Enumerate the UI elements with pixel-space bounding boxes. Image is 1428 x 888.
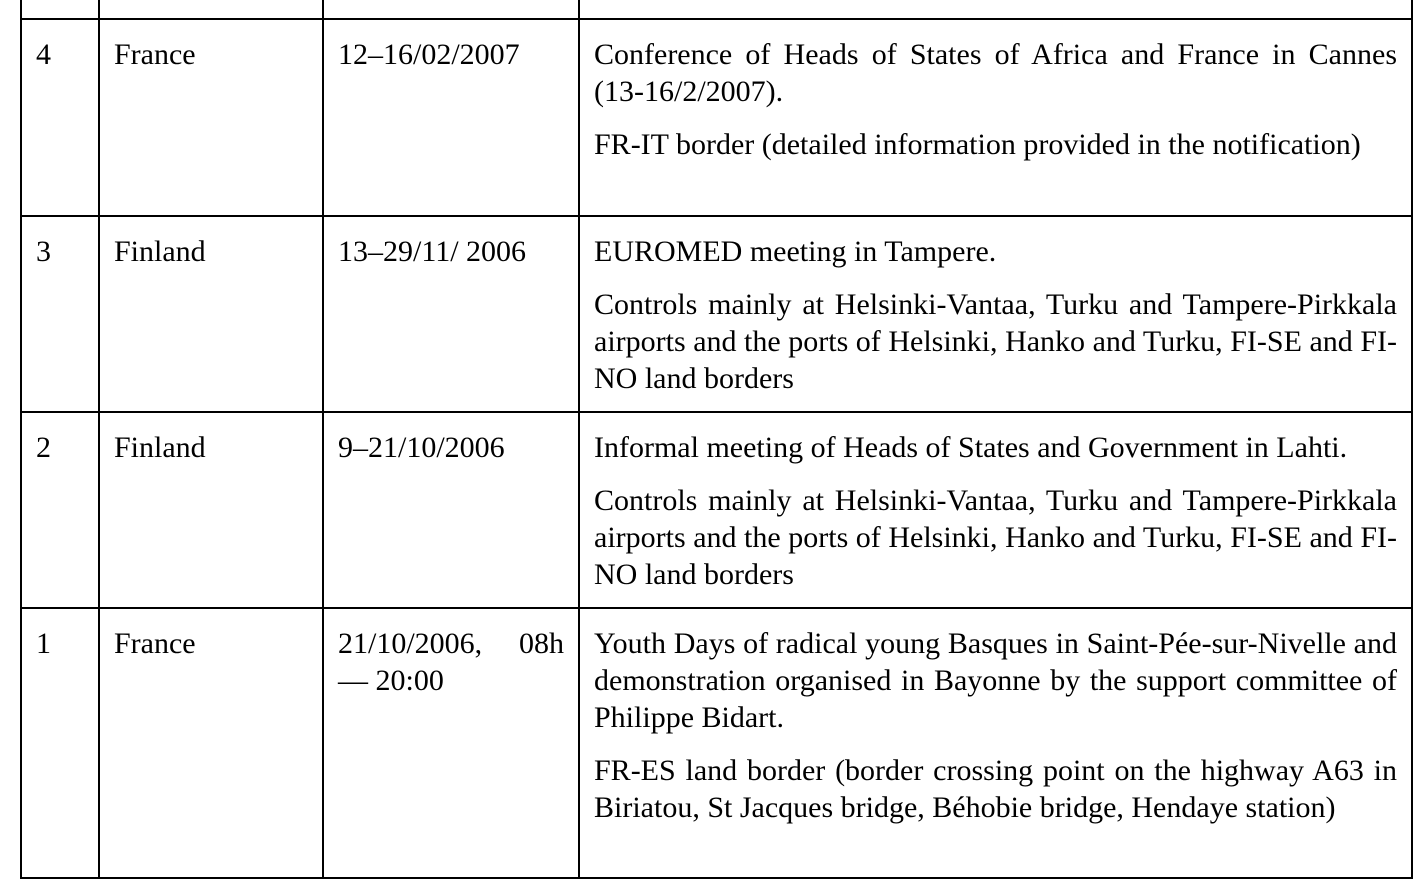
description-cell	[579, 608, 1412, 878]
event-description: Informal meeting of Heads of States and Government in Lahti.	[594, 431, 1348, 464]
row-number: 4	[36, 38, 51, 71]
country-cell	[99, 412, 323, 608]
table-row-continued	[21, 0, 1412, 19]
date-cell	[323, 19, 579, 216]
row-number: 2	[36, 431, 51, 464]
description-cell	[579, 412, 1412, 608]
event-description: EUROMED meeting in Tampere.	[594, 235, 997, 268]
stub-cell	[99, 0, 323, 19]
date-cell	[323, 216, 579, 412]
table-row	[21, 608, 1412, 878]
row-number-cell	[21, 412, 99, 608]
table-row	[21, 19, 1412, 216]
border-description: Controls mainly at Helsinki-Vantaa, Turku and Tampere-Pirkkala airports and the ports of Helsinki, Hanko and Turku, FI-SE and FI-NO land borders	[594, 288, 1397, 395]
description-cell	[579, 216, 1412, 412]
border-description: FR-ES land border (border crossing point on the highway A63 in Biriatou, St Jacques bridge, Béhobie bridge, Hendaye station)	[594, 754, 1397, 824]
date: 21/10/2006, 08h — 20:00	[338, 627, 564, 697]
country-cell	[99, 608, 323, 878]
event-description: Conference of Heads of States of Africa and France in Cannes (13-16/2/2007).	[594, 38, 1397, 108]
date: 13–29/11/ 2006	[338, 235, 527, 268]
table-row	[21, 412, 1412, 608]
row-number-cell	[21, 19, 99, 216]
stub-cell	[579, 0, 1412, 19]
row-number: 1	[36, 627, 51, 660]
stub-cell	[21, 0, 99, 19]
country-cell	[99, 216, 323, 412]
date-cell	[323, 412, 579, 608]
row-number: 3	[36, 235, 51, 268]
country-cell	[99, 19, 323, 216]
date: 12–16/02/2007	[338, 38, 520, 71]
notification-table	[20, 0, 1413, 879]
country: France	[114, 38, 196, 71]
country: France	[114, 627, 196, 660]
border-description: FR-IT border (detailed information provided in the notification)	[594, 128, 1361, 161]
country: Finland	[114, 431, 206, 464]
date: 9–21/10/2006	[338, 431, 505, 464]
row-number-cell	[21, 216, 99, 412]
description-cell	[579, 19, 1412, 216]
table-row	[21, 216, 1412, 412]
event-description: Youth Days of radical young Basques in Saint-Pée-sur-Nivelle and demonstration organised in Bayonne by the support committee of Philippe Bidart.	[594, 627, 1397, 734]
stub-cell	[323, 0, 579, 19]
date-cell	[323, 608, 579, 878]
country: Finland	[114, 235, 206, 268]
row-number-cell	[21, 608, 99, 878]
border-description: Controls mainly at Helsinki-Vantaa, Turku and Tampere-Pirkkala airports and the ports of Helsinki, Hanko and Turku, FI-SE and FI-NO land borders	[594, 484, 1397, 591]
